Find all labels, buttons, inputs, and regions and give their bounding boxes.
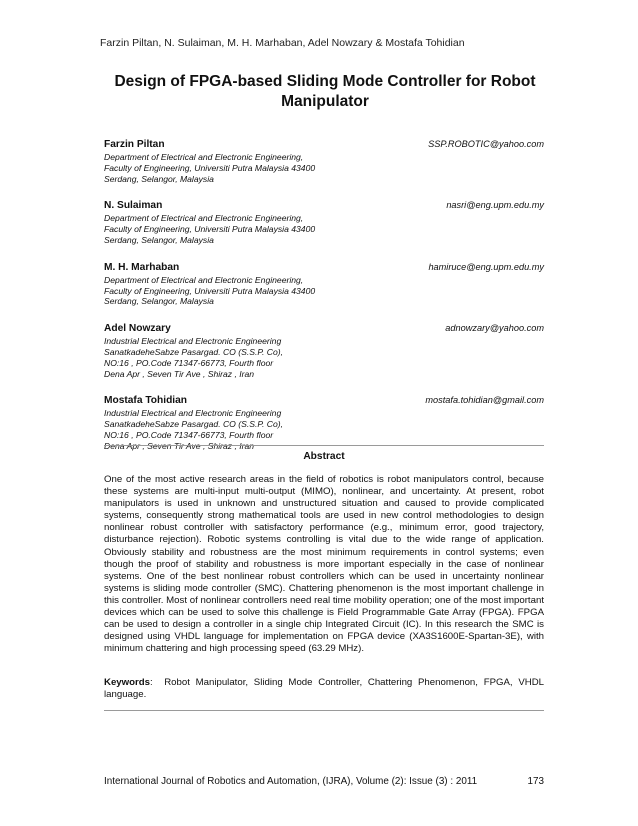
section-divider [104,445,544,446]
author-email[interactable]: adnowzary@yahoo.com [445,323,544,334]
keywords-label: Keywords [104,677,151,688]
author-affiliation: Department of Electrical and Electronic Engineering, Faculty of Engineering, Universiti Putra Malaysia 43400 Serdang, Selangor, Malaysia [104,274,316,307]
author-email[interactable]: hamiruce@eng.upm.edu.my [428,261,544,272]
page-number: 173 [527,776,544,787]
author-list [104,139,544,468]
paper-title: Design of FPGA-based Sliding Mode Controller for Robot Manipulator [114,73,536,110]
author-name: N. Sulaiman [104,200,163,212]
author-name: M. H. Marhaban [104,261,180,273]
author-block [104,262,544,307]
author-email[interactable]: SSP.ROBOTIC@yahoo.com [428,139,544,149]
keywords-text: Robot Manipulator, Sliding Mode Controller, Chattering Phenomenon, FPGA, VHDL language. [104,677,544,701]
section-divider [104,710,544,711]
author-name: Mostafa Tohidian [104,395,188,407]
author-affiliation: Department of Electrical and Electronic Engineering, Faculty of Engineering, Universiti Putra Malaysia 43400 Serdang, Selangor, Malaysia [104,213,316,245]
author-name: Farzin Piltan [104,139,165,150]
running-head: Farzin Piltan, N. Sulaiman, M. H. Marhaban, Adel Nowzary & Mostafa Tohidian [100,37,465,49]
author-name: Adel Nowzary [104,323,171,335]
author-block [104,200,544,245]
author-affiliation: Industrial Electrical and Electronic Engineering SanatkadeheSabze Pasargad. CO (S.S.P. Co), NO:16 , PO.Code 71347-66773, Fourth floor Dena Apr , Seven Tir Ave , Shiraz , Iran [104,408,283,451]
author-email[interactable]: nasri@eng.upm.edu.my [446,200,544,211]
author-block [104,139,544,184]
abstract-heading: Abstract [303,451,345,462]
author-affiliation: Industrial Electrical and Electronic Engineering SanatkadeheSabze Pasargad. CO (S.S.P. Co), NO:16 , PO.Code 71347-66773, Fourth floor Dena Apr , Seven Tir Ave , Shiraz , Iran [104,336,283,379]
journal-citation: International Journal of Robotics and Automation, (IJRA), Volume (2): Issue (3) : 2011 [104,776,478,787]
author-block [104,323,544,379]
page-footer [104,776,544,787]
keywords: Keywords: Robot Manipulator, Sliding Mode Controller, Chattering Phenomenon, FPGA, VHDL language. [104,677,544,701]
author-affiliation: Department of Electrical and Electronic Engineering, Faculty of Engineering, Universiti Putra Malaysia 43400 Serdang, Selangor, Malaysia [104,152,316,184]
author-block [104,395,544,451]
abstract-text: One of the most active research areas in the field of robotics is robot manipulators control, because these systems are multi-input multi-output (MIMO), nonlinear, and uncertainty. At present, robot manipulators is used in unknown and unstructured situation and caused to provide complicated systems, consequently strong mathematical tools are used in new control methodologies to design nonlinear robust controller with satisfactory performance (e.g., minimum error, good trajectory, disturbance rejection). Robotic systems controlling is vital due to the wide range of application. Obviously stability and robustness are the most minimum requirements in control systems; even though the proof of stability and robustness is more important especially in the case of nonlinear systems. One of the best nonlinear robust controllers which can be used in uncertainty nonlinear systems is sliding mode controller (SMC). Chattering phenomenon is the most important challenge in this controller. Most of nonlinear controllers need real time mobility operation; one of the most important devices which can be used to solve this challenge is Field Programmable Gate Array (FPGA). FPGA can be used to design a controller in a single chip Integrated Circuit (IC). In this research the SMC is designed using VHDL language for implementation on FPGA device (XA3S1600E-Spartan-3E), with minimum chattering and high processing speed (63.29 MHz). [104,474,544,655]
author-email[interactable]: mostafa.tohidian@gmail.com [425,395,544,406]
